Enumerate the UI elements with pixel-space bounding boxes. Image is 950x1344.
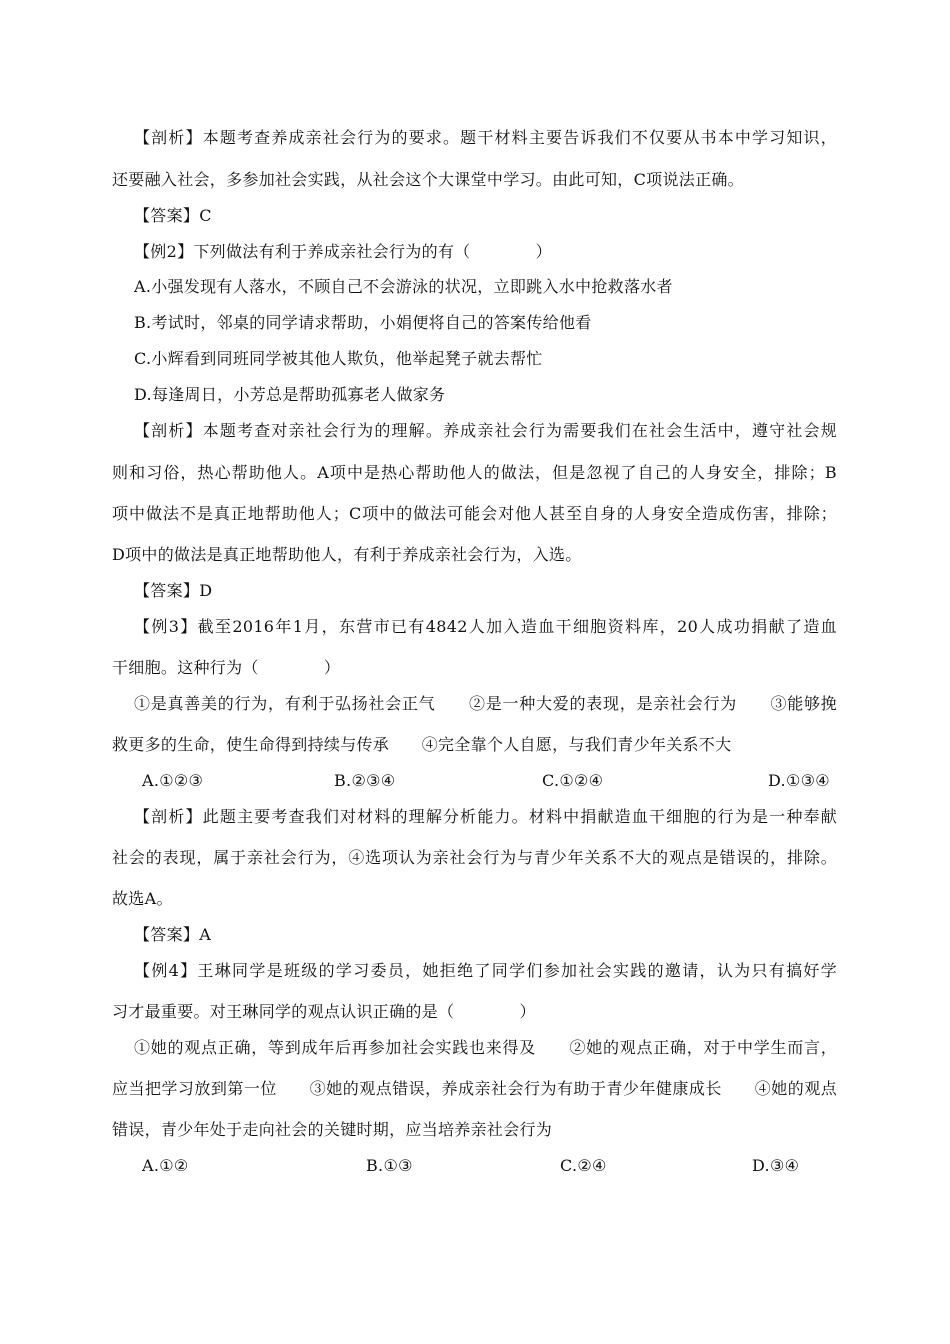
question-4-statements-line-1: ①她的观点正确，等到成年后再参加社会实践也来得及 ②她的观点正确，对于中学生而言，: [134, 1038, 837, 1057]
analysis-q2-line-2: 则和习俗，热心帮助他人。A项中是热心帮助他人的做法，但是忽视了自己的人身安全，排除；B: [112, 463, 837, 482]
question-4-statements-line-2: 应当把学习放到第一位 ③她的观点错误，养成亲社会行为有助于青少年健康成长 ④她的观点: [112, 1079, 837, 1098]
analysis-q3-line-2: 社会的表现，属于亲社会行为，④选项认为亲社会行为与青少年关系不大的观点是错误的，排除。: [112, 848, 837, 867]
question-3-options: [142, 768, 832, 794]
analysis-q2-line-3: 项中做法不是真正地帮助他人；C项中的做法可能会对他人甚至自身的人身安全造成伤害，排除；: [112, 504, 837, 523]
question-4-statements-line-3: 错误，青少年处于走向社会的关键时期，应当培养亲社会行为: [112, 1120, 553, 1139]
analysis-q2-line-4: D项中的做法是真正地帮助他人，有利于养成亲社会行为，入选。: [112, 545, 582, 564]
question-4-stem-line-1: 【例4】王琳同学是班级的学习委员，她拒绝了同学们参加社会实践的邀请，认为只有搞好学: [134, 961, 837, 980]
question-4-option-d: D.③④: [752, 1156, 800, 1175]
question-4-option-c: C.②④: [560, 1156, 607, 1175]
question-3-stem-line-1: 【例3】截至2016年1月，东营市已有4842人加入造血干细胞资料库，20人成功捐献了造血: [134, 617, 837, 636]
question-2-stem: 【例2】下列做法有利于养成亲社会行为的有（ ）: [134, 242, 552, 261]
question-4-options: [142, 1153, 832, 1179]
question-2-option-d: D.每逢周日，小芳总是帮助孤寡老人做家务: [134, 385, 446, 404]
answer-q1: 【答案】C: [134, 206, 212, 225]
question-2-option-c: C.小辉看到同班同学被其他人欺负，他举起凳子就去帮忙: [134, 349, 543, 368]
analysis-q3-line-3: 故选A。: [112, 889, 173, 908]
analysis-q3-line-1: 【剖析】此题主要考查我们对材料的理解分析能力。材料中捐献造血干细胞的行为是一种奉献: [134, 807, 837, 826]
question-4-option-a: A.①②: [142, 1156, 189, 1175]
question-4-option-b: B.①③: [366, 1156, 413, 1175]
question-2-option-a: A.小强发现有人落水，不顾自己不会游泳的状况，立即跳入水中抢救落水者: [134, 277, 673, 296]
question-3-option-d: D.①③④: [768, 771, 830, 790]
answer-q3: 【答案】A: [134, 925, 212, 944]
analysis-q1-line-2: 还要融入社会，多参加社会实践，从社会这个大课堂中学习。由此可知，C项说法正确。: [112, 170, 744, 189]
answer-q2: 【答案】D: [134, 581, 213, 600]
question-3-stem-line-2: 干细胞。这种行为（ ）: [112, 658, 341, 677]
question-3-statements-line-2: 救更多的生命，使生命得到持续与传承 ④完全靠个人自愿，与我们青少年关系不大: [112, 735, 732, 754]
question-3-option-b: B.②③④: [334, 771, 396, 790]
question-2-option-b: B.考试时，邻桌的同学请求帮助，小娟便将自己的答案传给他看: [134, 313, 592, 332]
question-3-option-c: C.①②④: [542, 771, 604, 790]
question-4-stem-line-2: 习才最重要。对王琳同学的观点认识正确的是（ ）: [112, 1002, 536, 1021]
analysis-q2-line-1: 【剖析】本题考查对亲社会行为的理解。养成亲社会行为需要我们在社会生活中，遵守社会规: [134, 421, 837, 440]
analysis-q1-line-1: 【剖析】本题考查养成亲社会行为的要求。题干材料主要告诉我们不仅要从书本中学习知识，: [134, 128, 837, 147]
question-3-statements-line-1: ①是真善美的行为，有利于弘扬社会正气 ②是一种大爱的表现，是亲社会行为 ③能够挽: [134, 694, 837, 713]
question-3-option-a: A.①②③: [142, 771, 204, 790]
